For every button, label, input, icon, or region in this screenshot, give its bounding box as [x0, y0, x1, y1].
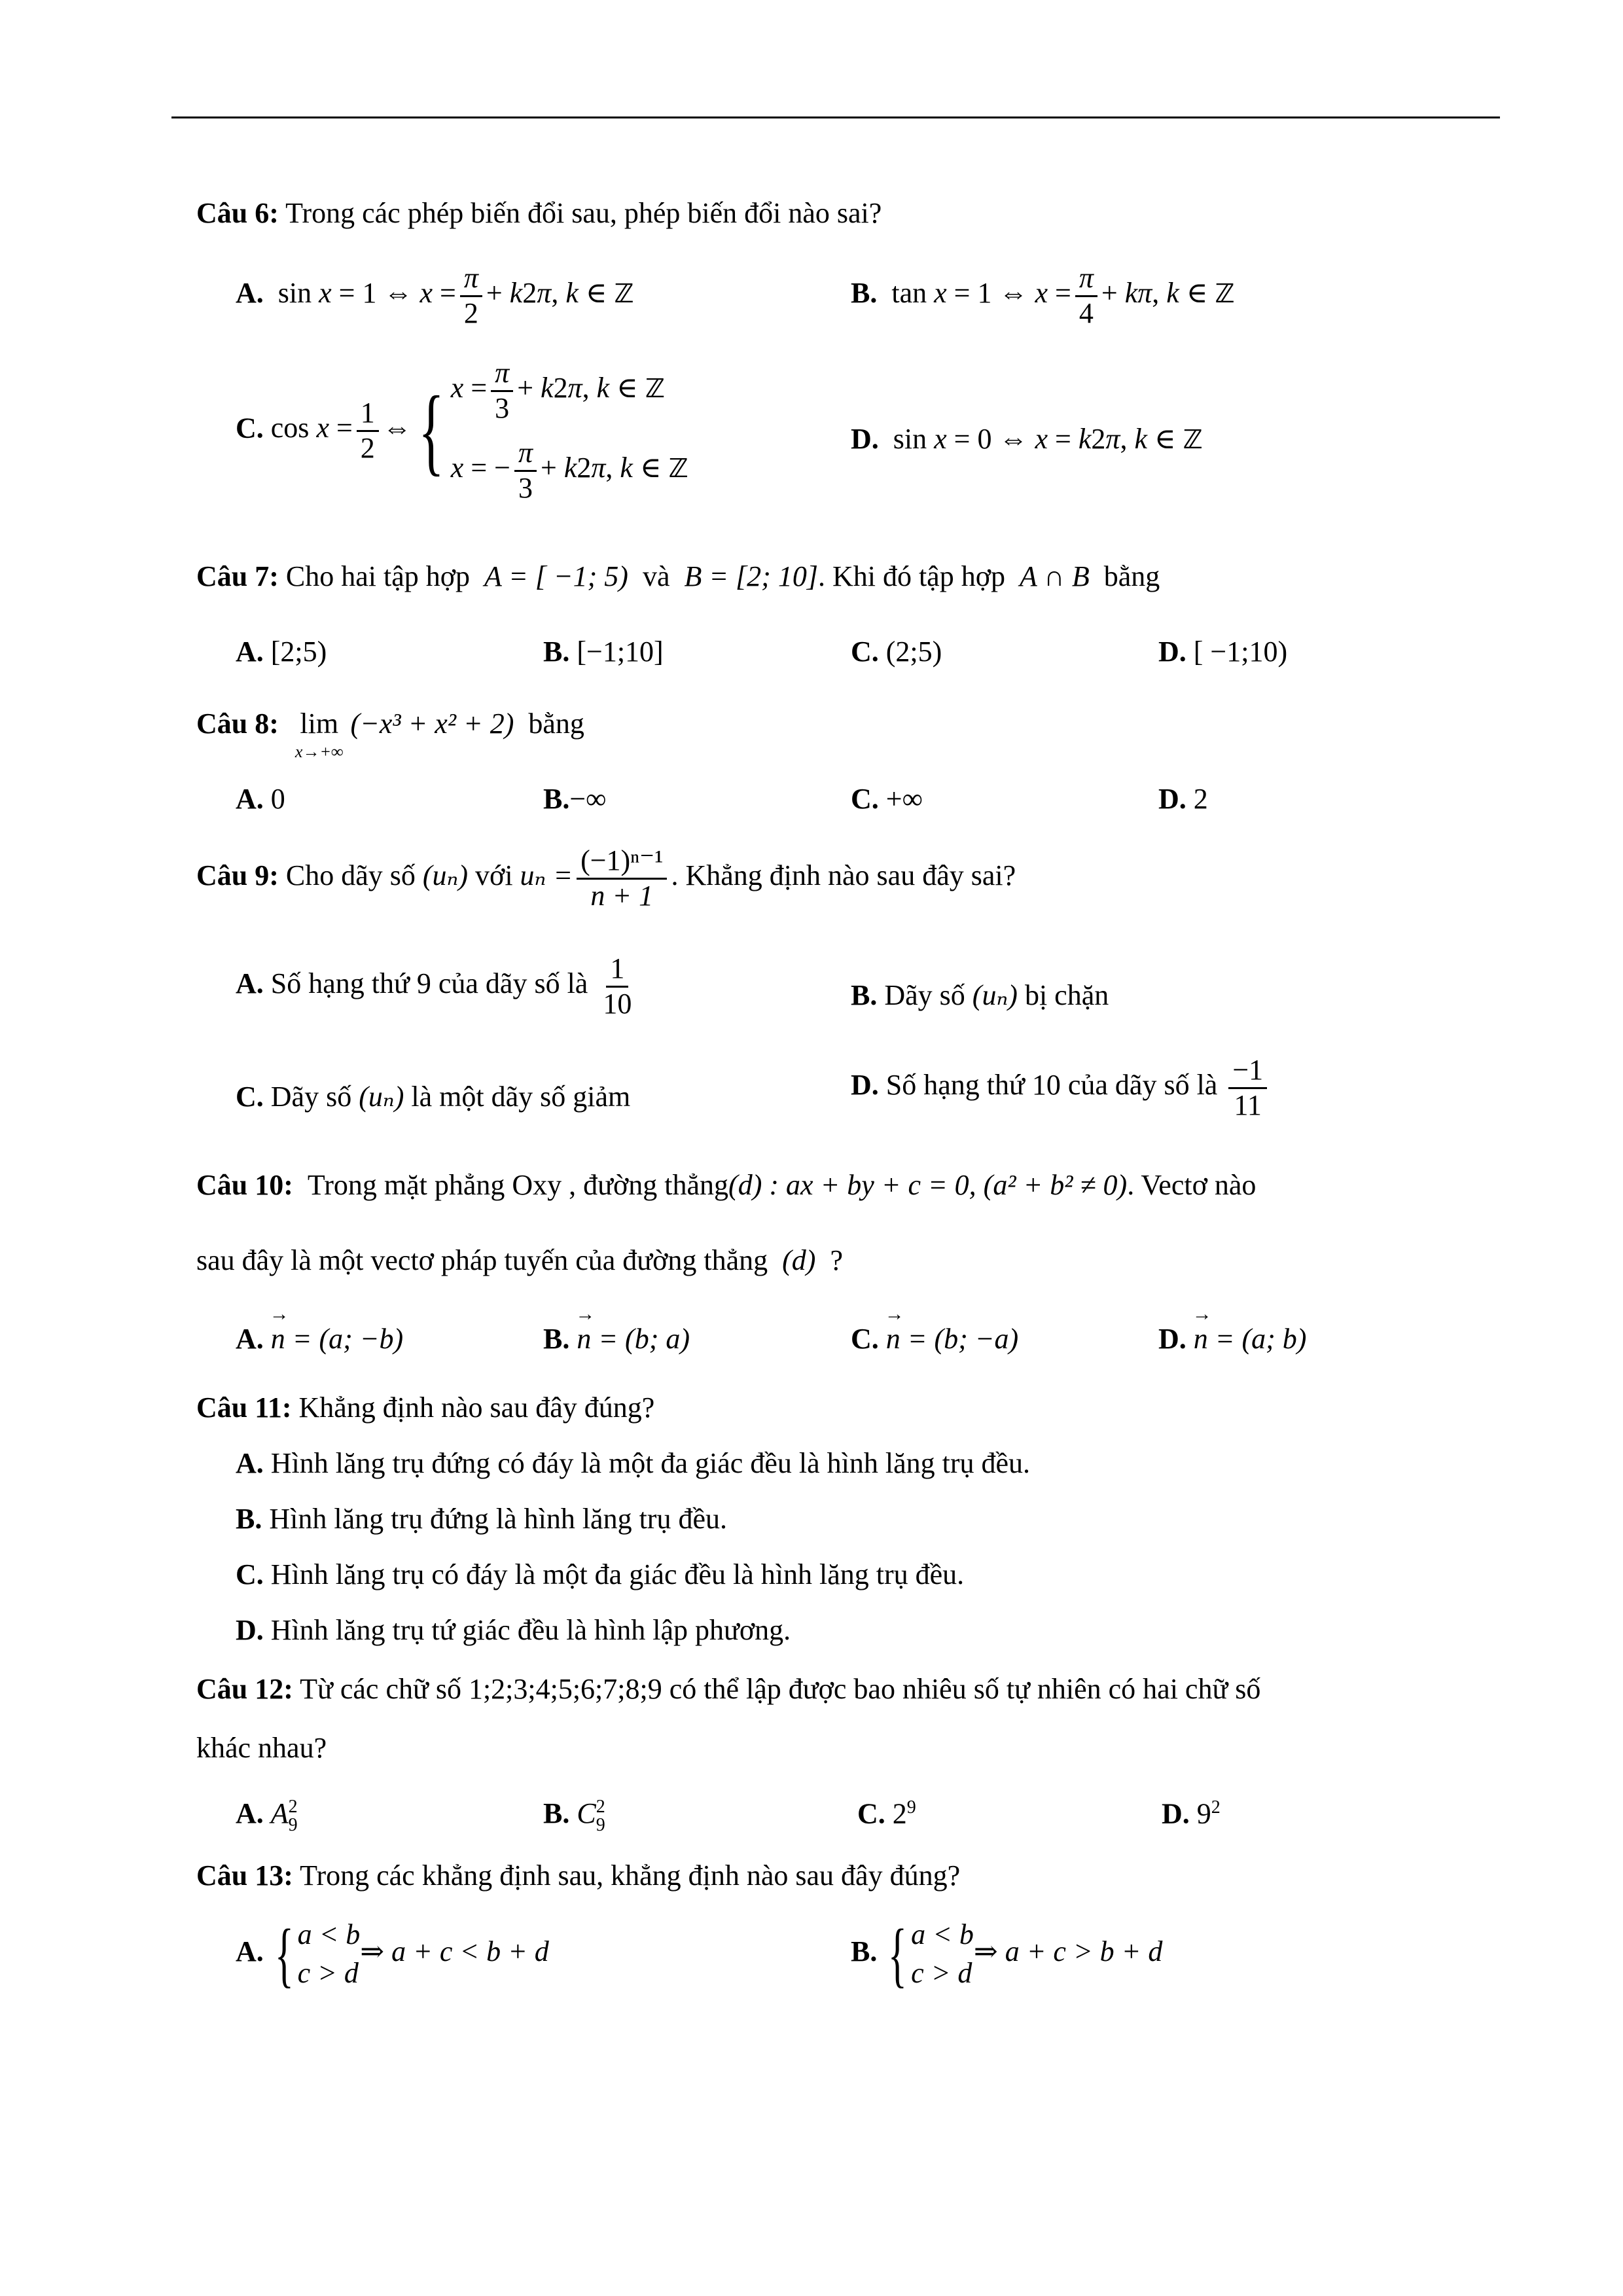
q9-option-a[interactable]: [236, 952, 639, 1020]
denominator: 10: [603, 987, 632, 1020]
conclusion: ⇒ a + c < b + d: [360, 1935, 549, 1967]
option-value: (2;5): [885, 636, 942, 668]
formula: sin x = 1 ⇔ x = $\frac{\pi}{2}$ + k2π, k ∈ ℤ: [270, 262, 634, 329]
superscript: 2: [1211, 1797, 1221, 1818]
condition-2: c > d: [911, 1956, 972, 1989]
q9-option-c[interactable]: [236, 1080, 630, 1115]
q12-option-a[interactable]: [236, 1797, 298, 1835]
superscript: 9: [906, 1797, 916, 1818]
option-label: D.: [851, 1069, 879, 1102]
question-8: [196, 707, 584, 762]
conclusion: ⇒ a + c > b + d: [973, 1935, 1163, 1967]
q6-option-a[interactable]: [236, 262, 634, 330]
option-label: D.: [1162, 1797, 1190, 1830]
question-7: [196, 560, 1160, 594]
vector-n: → n: [886, 1322, 901, 1357]
line-equation: (d) : ax + by + c = 0, (a² + b² ≠ 0): [728, 1169, 1128, 1201]
question-label: Câu 6:: [196, 197, 279, 229]
base: A: [270, 1797, 289, 1829]
text: Cho dãy số: [285, 859, 416, 892]
option-value: = (a; −b): [292, 1323, 404, 1355]
question-label: Câu 7:: [196, 560, 279, 592]
question-9: [196, 844, 1016, 912]
q12-option-c[interactable]: [857, 1797, 916, 1831]
sequence: (uₙ): [359, 1081, 404, 1113]
limit: [295, 707, 344, 762]
vector-n: → n: [577, 1322, 591, 1357]
q12-option-b[interactable]: [543, 1797, 605, 1835]
text: với: [475, 859, 513, 892]
option-label: B.: [851, 277, 878, 310]
line-d: (d): [782, 1244, 816, 1276]
limit-expr: (−x³ + x² + 2): [350, 708, 514, 740]
option-text: Số hạng thứ 10 của dãy số là: [885, 1069, 1218, 1102]
question-text: khác nhau?: [196, 1732, 327, 1764]
q11-option-b[interactable]: [236, 1502, 727, 1537]
fraction: [1228, 1054, 1267, 1122]
q7-option-a[interactable]: [236, 635, 327, 670]
q10-option-a[interactable]: [236, 1322, 403, 1357]
q9-option-d[interactable]: [851, 1054, 1271, 1122]
option-label: C.: [857, 1797, 885, 1830]
option-value: Hình lăng trụ đứng có đáy là một đa giác đều là hình lăng trụ đều.: [270, 1447, 1031, 1479]
option-value: [2;5): [270, 636, 327, 668]
fraction: [599, 952, 635, 1020]
option-label: A.: [236, 783, 264, 815]
q8-option-c[interactable]: [851, 782, 923, 817]
lim-word: lim: [300, 708, 339, 740]
formula-lhs: uₙ =: [520, 859, 573, 892]
indices: [596, 1798, 605, 1835]
option-label: B.: [543, 1323, 570, 1355]
text: . Vectơ nào: [1127, 1169, 1257, 1201]
indices: [289, 1798, 298, 1835]
option-value: [ −1;10): [1193, 636, 1288, 668]
option-text: Dãy số: [270, 1081, 352, 1113]
text: và: [642, 560, 670, 592]
base: 9: [1196, 1797, 1211, 1830]
q12-option-d[interactable]: [1162, 1797, 1221, 1831]
option-label: D.: [851, 423, 879, 455]
text: bằng: [528, 708, 584, 740]
formula: cos x = $\frac{1}{2}$ ⇔{ x = $\frac{\pi}{3}$ + k2π, k ∈ ℤ x = − $\frac{\pi}{3}$ + k2π, k ∈ ℤ: [270, 357, 688, 504]
header-rule: [171, 117, 1500, 118]
option-label: A.: [236, 636, 264, 668]
option-label: C.: [236, 412, 264, 444]
option-label: B.: [851, 1935, 878, 1967]
option-label: C.: [236, 1558, 264, 1590]
superscript: 2: [596, 1796, 605, 1817]
question-11: [196, 1391, 654, 1426]
numerator: (−1)ⁿ⁻¹: [577, 844, 667, 880]
formula: tan x = 1 ⇔ x = $\frac{\pi}{4}$ + kπ, k ∈ ℤ: [884, 262, 1235, 329]
base: C: [577, 1797, 596, 1829]
question-10: [196, 1168, 1256, 1203]
option-label: D.: [236, 1614, 264, 1646]
q8-option-b[interactable]: [543, 782, 607, 817]
question-label: Câu 10:: [196, 1169, 293, 1201]
question-12: [196, 1672, 1260, 1707]
denominator: 11: [1234, 1088, 1262, 1121]
option-label: C.: [236, 1081, 264, 1113]
question-12-line2: [196, 1731, 327, 1766]
q11-option-a[interactable]: [236, 1446, 1030, 1481]
text: sau đây là một vectơ pháp tuyến của đường thẳng: [196, 1244, 768, 1276]
option-label: C.: [851, 636, 879, 668]
q6-option-c[interactable]: [236, 357, 688, 505]
option-label: A.: [236, 1935, 264, 1967]
condition-2: c > d: [297, 1956, 359, 1989]
option-text: là một dãy số giảm: [411, 1081, 631, 1113]
option-value: [−1;10]: [577, 636, 664, 668]
sequence: (uₙ): [422, 859, 469, 892]
option-value: = (b; −a): [907, 1323, 1019, 1355]
option-value: = (b; a): [598, 1323, 690, 1355]
subscript: 9: [596, 1814, 605, 1835]
left-brace: {: [274, 1914, 294, 1994]
option-label: B.: [236, 1503, 262, 1535]
condition-1: a < b: [911, 1918, 974, 1950]
option-value: +∞: [885, 783, 923, 815]
q6-option-b[interactable]: [851, 262, 1235, 330]
option-label: A.: [236, 1797, 264, 1829]
superscript: 2: [288, 1796, 298, 1817]
set-a: A = [ −1; 5): [484, 560, 628, 592]
option-text: Số hạng thứ 9 của dãy số là: [270, 967, 588, 1000]
q10-option-b[interactable]: [543, 1322, 690, 1357]
option-text: Dãy số: [884, 979, 965, 1011]
base: 2: [892, 1797, 907, 1830]
text: Cho hai tập hợp: [285, 560, 471, 592]
question-text: Từ các chữ số 1;2;3;4;5;6;7;8;9 có thể lập được bao nhiêu số tự nhiên có hai chữ số: [300, 1673, 1261, 1705]
q8-option-a[interactable]: [236, 782, 285, 817]
option-label: C.: [851, 1323, 879, 1355]
q11-option-c[interactable]: [236, 1558, 964, 1592]
left-brace: {: [888, 1914, 908, 1994]
option-label: D.: [1158, 1323, 1186, 1355]
subscript: 9: [288, 1814, 298, 1835]
option-value: 2: [1193, 783, 1208, 815]
option-label: C.: [851, 783, 879, 815]
vector-n: → n: [1194, 1322, 1208, 1357]
option-label: B.: [543, 783, 570, 815]
q8-option-d[interactable]: [1158, 782, 1208, 817]
formula: sin x = 0 ⇔ x = k2π, k ∈ ℤ: [885, 423, 1203, 455]
question-label: Câu 9:: [196, 859, 279, 892]
option-value: −∞: [569, 783, 607, 815]
option-label: B.: [543, 636, 570, 668]
option-value: Hình lăng trụ tứ giác đều là hình lập phương.: [270, 1614, 791, 1646]
numerator: 1: [606, 952, 628, 988]
option-label: A.: [236, 1323, 264, 1355]
option-value: 0: [270, 783, 285, 815]
system: [298, 1918, 361, 1991]
text: bằng: [1103, 560, 1160, 592]
question-label: Câu 12:: [196, 1673, 293, 1705]
option-label: A.: [236, 1447, 264, 1479]
question-text: Trong các phép biến đổi sau, phép biến đổi nào sai?: [285, 197, 882, 229]
option-text: bị chặn: [1024, 979, 1109, 1011]
question-6: [196, 196, 882, 231]
set-b: B = [2; 10]: [684, 560, 818, 592]
option-label: A.: [236, 967, 264, 1000]
q13-option-b[interactable]: [851, 1914, 1163, 1994]
question-label: Câu 8:: [196, 708, 279, 740]
option-label: D.: [1158, 783, 1186, 815]
q7-option-d[interactable]: [1158, 635, 1287, 670]
option-value: Hình lăng trụ đứng là hình lăng trụ đều.: [269, 1503, 727, 1535]
option-label: B.: [543, 1797, 570, 1829]
system: [911, 1918, 974, 1991]
question-text: Khẳng định nào sau đây đúng?: [298, 1391, 655, 1424]
q7-option-b[interactable]: [543, 635, 664, 670]
q13-option-a[interactable]: [236, 1914, 549, 1994]
text: . Khẳng định nào sau đây sai?: [671, 859, 1016, 892]
formula-fraction: [577, 844, 667, 912]
condition-1: a < b: [297, 1918, 361, 1950]
question-10-line2: [196, 1244, 843, 1278]
option-label: B.: [851, 979, 878, 1011]
numerator: −1: [1228, 1054, 1267, 1089]
question-text: Trong các khẳng định sau, khẳng định nào sau đây đúng?: [300, 1859, 961, 1892]
question-13: [196, 1859, 960, 1893]
q11-option-d[interactable]: [236, 1613, 791, 1648]
text: . Khi đó tập hợp: [817, 560, 1005, 592]
text: ?: [830, 1244, 843, 1276]
vector-n: → n: [271, 1322, 285, 1357]
q6-option-d[interactable]: [851, 422, 1203, 457]
q9-option-b[interactable]: [851, 978, 1109, 1013]
q10-option-d[interactable]: [1158, 1322, 1306, 1357]
option-value: Hình lăng trụ có đáy là một đa giác đều là hình lăng trụ đều.: [270, 1558, 965, 1590]
intersection: A ∩ B: [1019, 560, 1090, 592]
q7-option-c[interactable]: [851, 635, 942, 670]
text: Trong mặt phẳng Oxy , đường thẳng: [307, 1169, 729, 1201]
q10-option-c[interactable]: [851, 1322, 1018, 1357]
option-label: D.: [1158, 636, 1186, 668]
option-value: = (a; b): [1215, 1323, 1307, 1355]
lim-sub: x→+∞: [294, 742, 344, 761]
question-label: Câu 11:: [196, 1391, 292, 1424]
option-label: A.: [236, 277, 264, 310]
question-label: Câu 13:: [196, 1859, 293, 1892]
denominator: n + 1: [590, 879, 654, 912]
sequence: (uₙ): [972, 979, 1018, 1011]
